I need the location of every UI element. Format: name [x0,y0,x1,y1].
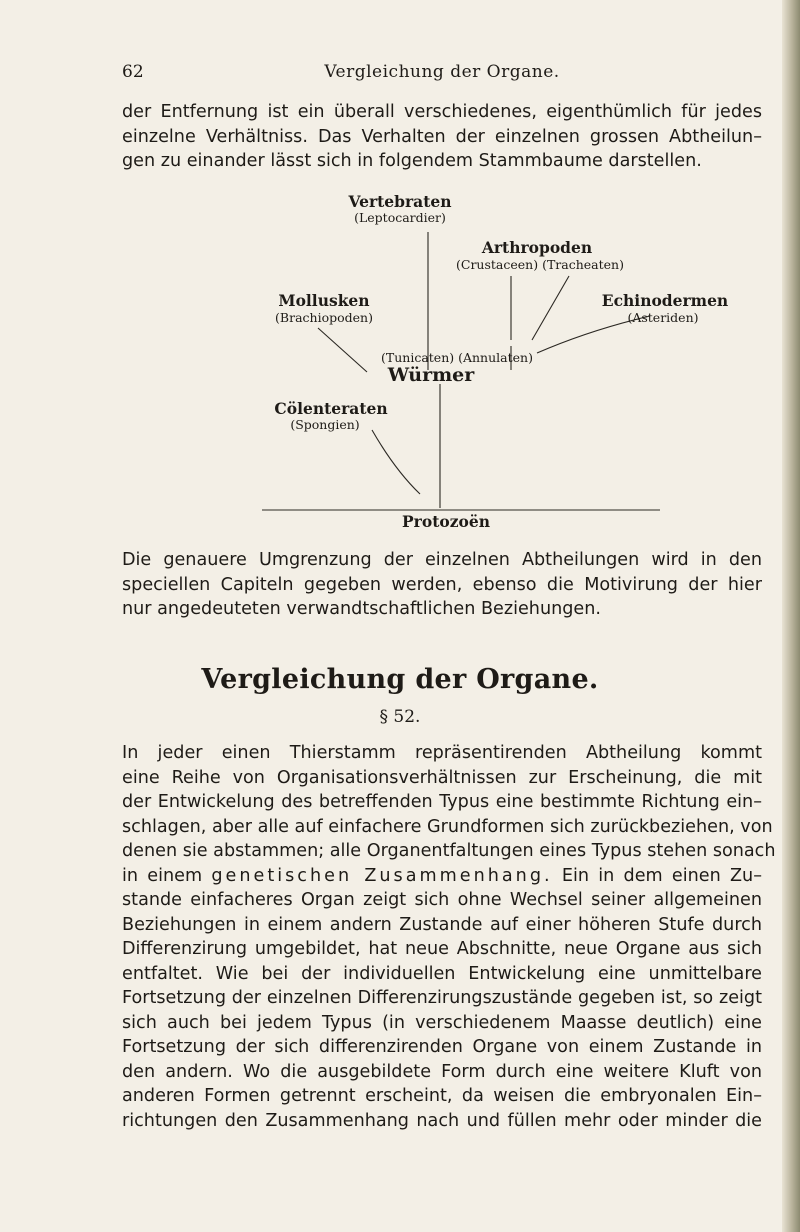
text-line: speciellen Capiteln gegeben werden, ebenso die Motivirung der hier [122,574,762,595]
text-line: schlagen, aber alle auf einfachere Grundformen sich zurückbeziehen, von [122,816,773,837]
phylogenetic-tree-diagram [0,0,800,540]
node-protozoen: Protozoën [402,512,490,531]
text-line: Die genauere Umgrenzung der einzelnen Abtheilungen wird in den [122,550,762,570]
edge-coelenteraten-protozoen [372,430,420,494]
text-line: eine Reihe von Organisationsverhältnissen zur Erscheinung, die mit [122,767,762,788]
node-vertebraten-sub: (Leptocardier) [354,210,446,225]
text-line: Differenzirung umgebildet, hat neue Abschnitte, neue Organe aus sich [122,939,762,959]
section-heading: Vergleichung der Organe. [201,664,599,695]
text-line: nur angedeuteten verwandtschaftlichen Beziehungen. [122,599,601,619]
text-line-mixed [122,864,762,889]
node-coelenteraten: Cölenteraten [274,399,388,418]
text-line: der Entfernung ist ein überall verschiedenes, eigenthümlich für jedes [122,102,762,122]
text-line: Fortsetzung der sich differenzirenden Organe von einem Zustande in [122,1037,762,1057]
page-number: 62 [122,62,144,82]
node-echinodermen-sub: (Asteriden) [627,310,699,325]
text-line: Beziehungen in einem andern Zustande auf einer höheren Stufe durch [122,914,762,935]
text-line: In jeder einen Thierstamm repräsentirenden Abtheilung kommt [122,743,762,763]
node-wuermer: Würmer [387,364,475,386]
text-segment: in einem [122,865,203,886]
running-title: Vergleichung der Organe. [324,62,560,82]
text-line: der Entwickelung des betreffenden Typus eine bestimmte Richtung ein– [122,792,762,812]
edge-arthropoden-right [532,276,569,340]
node-coelenteraten-sub: (Spongien) [290,417,360,432]
node-mollusken-sub: (Brachiopoden) [275,310,373,325]
text-line: einzelne Verhältniss. Das Verhalten der einzelnen grossen Abtheilun– [122,126,762,147]
node-mollusken: Mollusken [278,291,370,310]
text-line: stande einfacheres Organ zeigt sich ohne Wechsel seiner allgemeinen [122,890,762,910]
emphasized-text: genetischen Zusammenhang. [211,865,553,886]
text-line: Fortsetzung der einzelnen Differenzirungszustände gegeben ist, so zeigt [122,988,762,1008]
text-segment: Ein in dem einen Zu– [561,865,762,886]
node-arthropoden: Arthropoden [481,238,593,257]
text-line: richtungen den Zusammenhang nach und füllen mehr oder minder die [122,1110,762,1131]
node-vertebraten: Vertebraten [348,192,452,211]
text-line: gen zu einander lässt sich in folgendem Stammbaume darstellen. [122,151,702,171]
text-line: sich auch bei jedem Typus (in verschiedenem Maasse deutlich) eine [122,1012,762,1033]
text-line: anderen Formen getrennt erscheint, da weisen die embryonalen Ein– [122,1086,762,1106]
paragraph-section-52 [122,741,776,1133]
edge-mollusken-wuermer [318,328,367,372]
section-number: § 52. [379,707,421,727]
node-arthropoden-sub: (Crustaceen) (Tracheaten) [456,257,624,272]
text-line: den andern. Wo die ausgebildete Form durch eine weitere Kluft von [122,1061,762,1082]
text-line: entfaltet. Wie bei der individuellen Entwickelung eine unmittelbare [122,963,762,984]
node-wuermer-sub: (Tunicaten) (Annulaten) [381,350,533,365]
node-echinodermen: Echinodermen [601,291,729,310]
paragraph-after-tree [122,548,762,622]
text-line: denen sie abstammen; alle Organentfaltungen eines Typus stehen sonach [122,841,776,861]
